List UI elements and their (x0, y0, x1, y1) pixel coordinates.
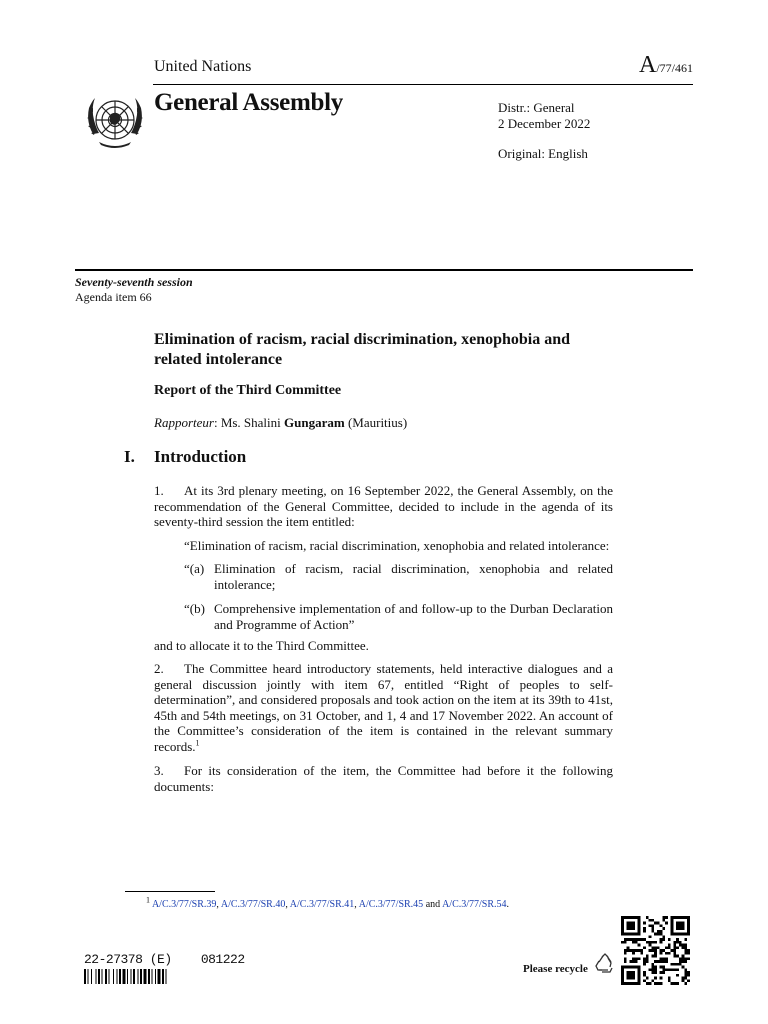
quoted-item-title: “Elimination of racism, racial discrimination, xenophobia and related intolerance: (184, 538, 610, 553)
rapporteur-name: Gungaram (284, 415, 345, 430)
footnote-separator: , (216, 899, 221, 910)
footnote-ref-link[interactable]: A/C.3/77/SR.40 (220, 899, 286, 910)
section-number: I. (124, 447, 135, 466)
footnote-rule (125, 891, 215, 892)
document-code-text: 22-27378 (E) 081222 (84, 952, 245, 967)
footnote (146, 895, 510, 910)
paragraph-3 (154, 763, 613, 794)
sub-item-text: Elimination of racism, racial discrimination, xenophobia and related intolerance; (214, 561, 613, 592)
header-rule (153, 84, 693, 85)
footnote-marker[interactable]: 1 (195, 738, 200, 748)
agenda-title: Elimination of racism, racial discrimination, xenophobia and related intolerance (154, 331, 571, 368)
allocation-text: and to allocate it to the Third Committee. (154, 638, 369, 653)
paragraph-number: 2. (154, 661, 164, 676)
session-rule (75, 269, 693, 271)
footnote-end: . (506, 899, 510, 910)
symbol-prefix: A (638, 52, 657, 78)
footnote-ref-link[interactable]: A/C.3/77/SR.45 (358, 899, 424, 910)
paragraph-2 (154, 661, 613, 754)
body-title: General Assembly (154, 89, 343, 116)
distribution-block (498, 100, 590, 162)
organization-name: United Nations (154, 58, 252, 75)
footnote-separator: , (354, 899, 359, 910)
please-recycle-label: Please recycle (523, 963, 588, 975)
original-language: Original: English (498, 146, 588, 161)
report-title: Report of the Third Committee (154, 383, 342, 398)
rapporteur-post: (Mauritius) (344, 415, 408, 430)
rapporteur-label: Rapporteur (154, 415, 214, 430)
agenda-item: Agenda item 66 (75, 290, 152, 304)
rapporteur-pre: : Ms. Shalini (213, 415, 285, 430)
footnote-number: 1 (146, 895, 150, 905)
distribution-label: Distr.: General (498, 100, 575, 115)
paragraph-text: At its 3rd plenary meeting, on 16 September 2022, the General Assembly, on the recommendation of the General Committee, decided to include in the agenda of its seventy-third session the item entitled: (154, 483, 613, 529)
paragraph-number: 3. (154, 763, 164, 778)
footnote-ref-link[interactable]: A/C.3/77/SR.41 (289, 899, 355, 910)
recycle-icon (593, 952, 617, 976)
symbol-suffix: /77/461 (656, 61, 693, 75)
section-title: Introduction (154, 447, 247, 466)
sub-item-b (184, 601, 613, 632)
paragraph-text: The Committee heard introductory statements, held interactive dialogues and a general discussion jointly with item 67, entitled “Right of peoples to self-determination”, and considered proposals and took action on the item at its 39th to 41st, 45th and 54th meetings, on 31 October, and 1, 4 and 17 November 2022. An account of the Committee’s consideration of the item is contained in the relevant summary records. (154, 661, 613, 754)
paragraph-text: For its consideration of the item, the Committee had before it the following documents: (154, 763, 613, 794)
document-date: 2 December 2022 (498, 116, 591, 131)
sub-item-a (184, 561, 613, 592)
footnote-and: and (423, 899, 443, 910)
sub-item-label: “(b) (184, 601, 205, 616)
sub-item-text: Comprehensive implementation of and follow-up to the Durban Declaration and Programme of Action” (214, 601, 613, 632)
footnote-ref-link[interactable]: A/C.3/77/SR.39 (151, 899, 217, 910)
paragraph-1 (154, 483, 613, 530)
qr-code-icon (621, 916, 690, 985)
footnote-ref-link[interactable]: A/C.3/77/SR.54 (442, 899, 507, 910)
document-symbol (639, 52, 693, 79)
paragraph-number: 1. (154, 483, 164, 498)
session-name: Seventy-seventh session (75, 275, 193, 289)
document-code (84, 952, 245, 967)
un-emblem-icon (79, 90, 151, 152)
rapporteur-line (154, 415, 407, 431)
footnote-separator: , (285, 899, 290, 910)
barcode-icon (84, 969, 208, 984)
session-block (75, 275, 193, 305)
sub-item-label: “(a) (184, 561, 205, 576)
